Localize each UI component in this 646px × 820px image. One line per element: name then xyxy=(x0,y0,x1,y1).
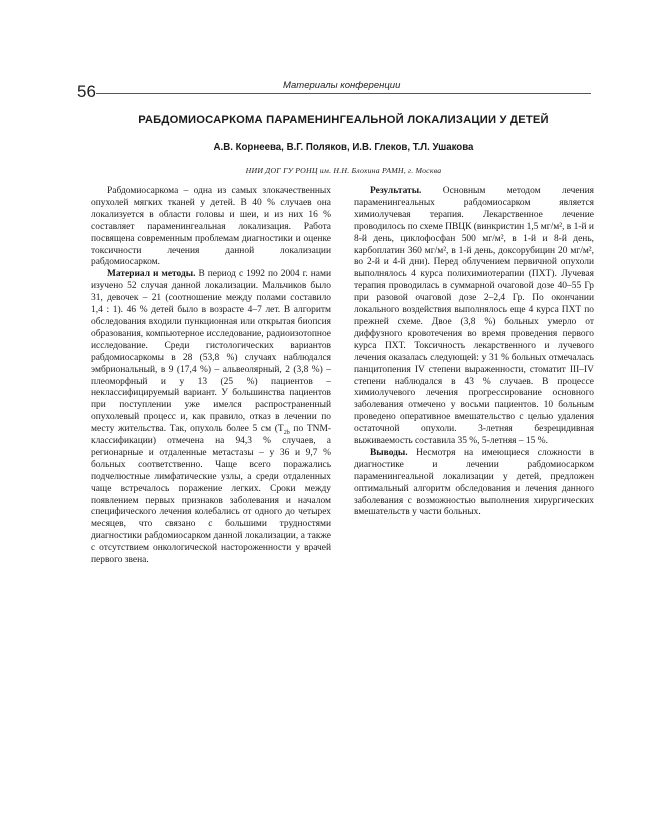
right-column xyxy=(354,186,594,519)
intro-paragraph: Рабдомиосаркома – одна из самых злокачественных опухолей мягких тканей у детей. В 40 % случаев она локализуется в области головы и шеи, и из них 16 % составляет параменингеальная локализация. Работа посвящена современным проблемам диагностики и оценке токсичности лечения данной локализации рабдомиосарком. xyxy=(91,186,331,268)
conclusions-paragraph xyxy=(354,448,594,519)
conclusions-text: Несмотря на имеющиеся сложности в диагностике и лечении рабдомиосарком параменингеальной локализации у детей, предложен оптимальный алгоритм обследования и лечения данного заболевания с возможностью выполнения хирургических вмешательств у части больных. xyxy=(354,447,594,518)
results-text: Основным методом лечения параменингеальных рабдомиосарком является химиолучевая терапия. Лекарственное лечение проводилось по схеме ПВЦК (винкристин 1,5 мг/м², в 1-й и 8-й день, циклофосфан 500 мг/м², в 1-й и 8-й день, карбоплатин 360 мг/м², в 1-й день, доксорубицин 20 мг/м², во 2-й и 4-й дни). Перед облучением первичной опухоли выполнялось 4 курса полихимиотерапии (ПХТ). Лучевая терапия проводилась в суммарной очаговой дозе 40–55 Гр при разовой очаговой дозе 2–2,4 Гр. По окончании локального воздействия выполнялось еще 4 курса ПХТ по прежней схеме. Двое (3,8 %) больных умерло от диффузного кровотечения во время проведения первого курса ПХТ. Токсичность лекарственного и лучевого лечения оказалась следующей: у 31 % больных отмечалась панцитопения IV степени выраженности, стоматит III–IV степени наблюдался в 43 % случаев. В процессе химиолучевого лечения прогрессирование основного заболевания отмечено у восьми пациентов. 10 больным проведено оперативное вмешательство с целью удаления остаточной опухоли. 3-летняя безрецидивная выживаемость составила 35 %, 5-летняя – 15 %. xyxy=(354,186,594,447)
methods-text-b: по TNM-классификации) отмечена на 94,3 % случаев, а регионарные и отдаленные метастазы – у 36 и 9,7 % больных соответственно. Чаще всего поражались подчелюстные лимфатические узлы, а среди отдаленных чаще встречалось поражение легких. Сроки между появлением первых признаков заболевания и началом специфического лечения колебались от одного до четырех месяцев, что связано с большими трудностями диагностики рабдомиосарком данной локализации, а также с отсутствием онкологической настороженности у врачей первого звена. xyxy=(91,424,331,566)
article-authors: А.В. Корнеева, В.Г. Поляков, И.В. Глеков, Т.Л. Ушакова xyxy=(213,142,474,153)
methods-text-a: В период с 1992 по 2004 г. нами изучено 52 случая данной локализации. Мальчиков было 31, девочек – 21 (соотношение между полами составило 1,4 : 1). 46 % детей было в возрасте 4–7 лет. В алгоритм обследования входили пункционная или открытая биопсия образования, компьютерное исследование, радиоизотопное исследование. Среди гистологических вариантов рабдомиосаркомы в 28 (53,8 %) случаях наблюдался эмбриональный, в 9 (17,4 %) – альвеолярный, 2 (3,8 %) – плеоморфный и у 13 (25 %) пациентов – неклассифицируемый вариант. У большинства пациентов при поступлении уже имелся распространенный опухолевый процесс и, как правило, отказ в лечении по месту жительства. Так, опухоль более 5 см (T xyxy=(91,269,331,435)
methods-paragraph xyxy=(91,269,331,567)
methods-subscript: 2b xyxy=(283,430,290,437)
header-rule xyxy=(96,93,591,94)
left-column xyxy=(91,186,331,567)
results-label: Результаты. xyxy=(370,186,422,196)
article-title: РАБДОМИОСАРКОМА ПАРАМЕНИНГЕАЛЬНОЙ ЛОКАЛИЗАЦИИ У ДЕТЕЙ xyxy=(138,114,549,126)
running-header: Материалы конференции xyxy=(283,80,401,91)
methods-label: Материал и методы. xyxy=(107,269,196,280)
results-paragraph xyxy=(354,186,594,448)
article-affiliation: НИИ ДОГ ГУ РОНЦ им. Н.Н. Блохина РАМН, г. Москва xyxy=(245,166,442,175)
page-number: 56 xyxy=(77,82,96,101)
conclusions-label: Выводы. xyxy=(370,447,408,458)
